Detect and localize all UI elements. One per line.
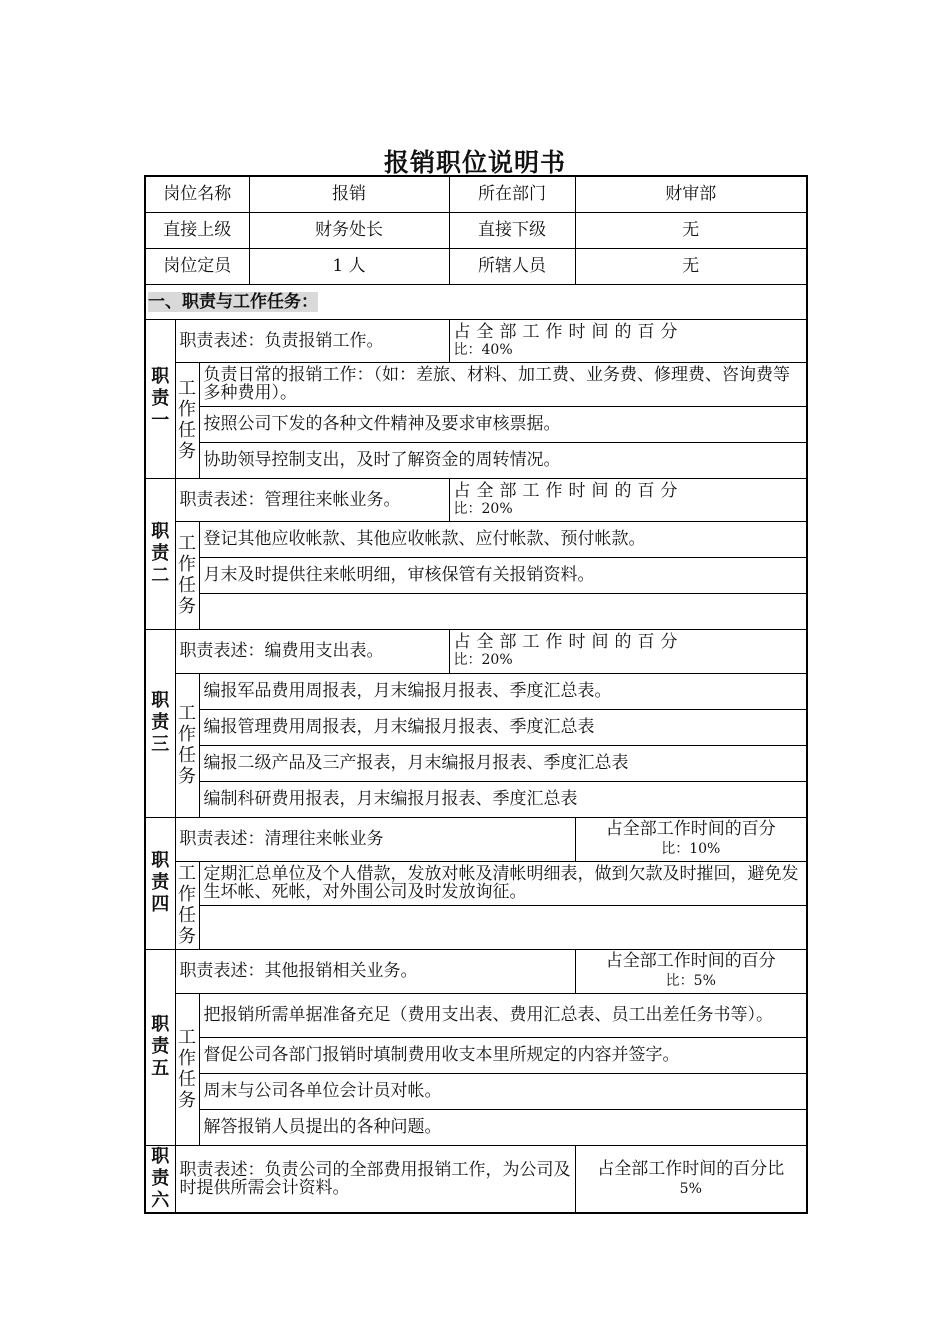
duty-label: 职责五 [145, 949, 175, 1145]
job-description-table [144, 175, 806, 1214]
label-position-name: 岗位名称 [145, 176, 249, 212]
value-position-name: 报销 [249, 176, 449, 212]
label-headcount: 岗位定员 [145, 248, 249, 284]
duty-description: 职责表述：清理往来帐业务 [175, 817, 575, 861]
duty-label: 职责一 [145, 319, 175, 478]
label-managed-staff: 所辖人员 [449, 248, 575, 284]
task-label: 工作任务 [175, 362, 199, 478]
page-title: 报销职位说明书 [383, 148, 566, 177]
task-item: 月末及时提供往来帐明细，审核保管有关报销资料。 [199, 557, 807, 593]
task-label: 工作任务 [175, 861, 199, 949]
value-managed-staff: 无 [575, 248, 807, 284]
task-item [199, 593, 807, 629]
task-item: 解答报销人员提出的各种问题。 [199, 1109, 807, 1145]
header-row [145, 248, 807, 284]
duty-description: 职责表述：编费用支出表。 [175, 629, 449, 673]
label-direct-superior: 直接上级 [145, 212, 249, 248]
section-title: 一、职责与工作任务： [145, 284, 807, 319]
value-headcount: 1 人 [249, 248, 449, 284]
task-item: 周末与公司各单位会计员对帐。 [199, 1073, 807, 1109]
task-label: 工作任务 [175, 993, 199, 1145]
task-item: 定期汇总单位及个人借款，发放对帐及清帐明细表，做到欠款及时摧回，避免发生坏帐、死帐，对外围公司及时发放询征。 [199, 861, 807, 905]
task-item: 编制科研费用报表，月末编报月报表、季度汇总表 [199, 781, 807, 817]
task-item: 把报销所需单据准备充足（费用支出表、费用汇总表、员工出差任务书等）。 [199, 993, 807, 1037]
duty-label: 职责四 [145, 817, 175, 949]
duty-description: 职责表述：负责公司的全部费用报销工作，为公司及时提供所需会计资料。 [175, 1145, 575, 1213]
task-item: 登记其他应收帐款、其他应收帐款、应付帐款、预付帐款。 [199, 521, 807, 557]
time-percentage: 占全部工作时间的百分 比：20% [449, 478, 807, 521]
time-percentage: 占全部工作时间的百分 比：20% [449, 629, 807, 673]
task-item [199, 905, 807, 949]
header-row [145, 212, 807, 248]
label-department: 所在部门 [449, 176, 575, 212]
task-item: 编报管理费用周报表，月末编报月报表、季度汇总表 [199, 709, 807, 745]
task-label: 工作任务 [175, 673, 199, 817]
task-item: 协助领导控制支出，及时了解资金的周转情况。 [199, 442, 807, 478]
label-direct-subordinate: 直接下级 [449, 212, 575, 248]
duty-description: 职责表述：负责报销工作。 [175, 319, 449, 362]
task-item: 编报军品费用周报表，月末编报月报表、季度汇总表。 [199, 673, 807, 709]
duty-description: 职责表述：其他报销相关业务。 [175, 949, 575, 993]
time-percentage: 占全部工作时间的百分 比：40% [449, 319, 807, 362]
duty-label: 职责三 [145, 629, 175, 817]
task-item: 负责日常的报销工作：（如：差旅、材料、加工费、业务费、修理费、咨询费等多种费用）。 [199, 362, 807, 406]
value-direct-superior: 财务处长 [249, 212, 449, 248]
time-percentage: 占全部工作时间的百分 比：10% [575, 817, 807, 861]
task-label: 工作任务 [175, 521, 199, 629]
time-percentage: 占全部工作时间的百分 比：5% [575, 949, 807, 993]
value-department: 财审部 [575, 176, 807, 212]
value-direct-subordinate: 无 [575, 212, 807, 248]
duty-label: 职责二 [145, 478, 175, 629]
time-percentage: 占全部工作时间的百分比 5% [575, 1145, 807, 1213]
duty-label: 职责六 [145, 1145, 175, 1213]
header-row [145, 176, 807, 212]
task-item: 按照公司下发的各种文件精神及要求审核票据。 [199, 406, 807, 442]
task-item: 编报二级产品及三产报表，月末编报月报表、季度汇总表 [199, 745, 807, 781]
task-item: 督促公司各部门报销时填制费用收支本里所规定的内容并签字。 [199, 1037, 807, 1073]
duty-description: 职责表述：管理往来帐业务。 [175, 478, 449, 521]
